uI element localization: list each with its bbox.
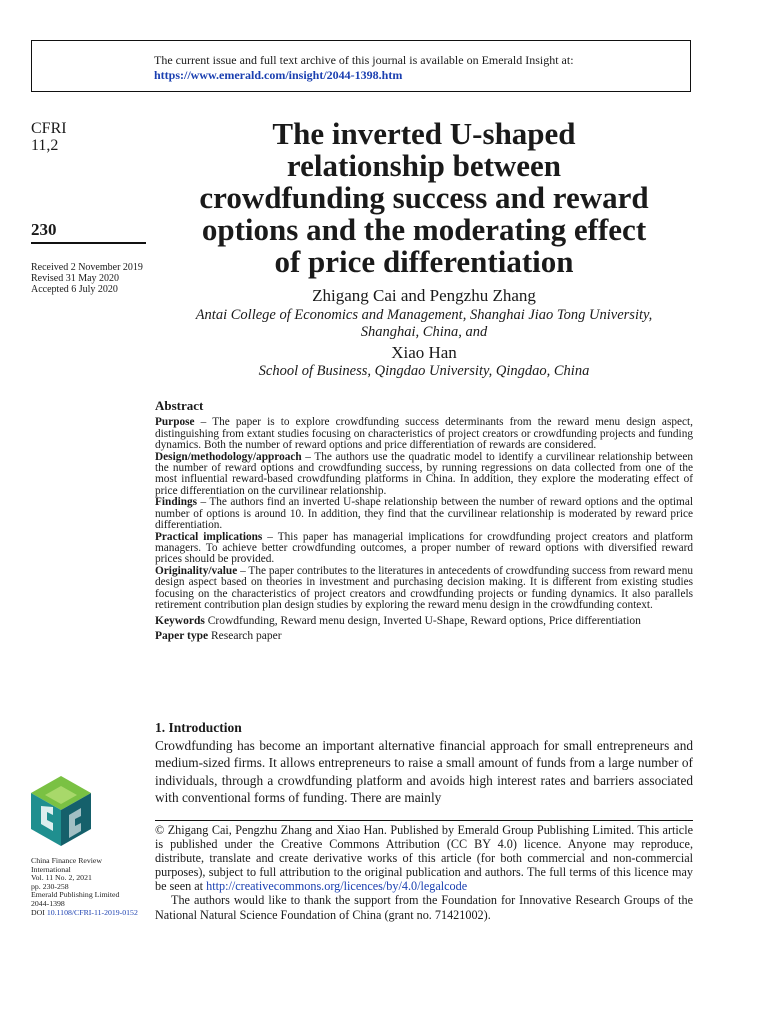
affiliation-secondary: School of Business, Qingdao University, Qingdao, China — [258, 363, 590, 379]
originality-text: – The paper contributes to the literatures in antecedents of crowdfunding success from reward menu design aspect based on theories in investment and purchasing decision making. It is different from existing studies focusing on the characteristics of project creators and crowdfunding projects or funding dynamics. It also parallels retirement contribution plan design studies by exploring the reward menu design in the crowdfunding context. — [155, 565, 693, 612]
sidebar-divider — [31, 242, 146, 244]
license-text: © Zhigang Cai, Pengzhu Zhang and Xiao Han. Published by Emerald Group Publishing Limited. This article is published under the Creative Commons Attribution (CC BY 4.0) licence. Anyone may reproduce, distribute, translate and create derivative works of this article (for both commercial and non-commercial purposes), subject to full attribution to the original publication and authors. The full terms of this licence may be seen at — [155, 823, 693, 894]
paper-type — [155, 629, 693, 644]
design-label: Design/methodology/approach — [155, 450, 302, 463]
findings-label: Findings — [155, 496, 198, 509]
paper-title — [155, 118, 693, 278]
journal-volume: 11,2 — [31, 137, 59, 154]
revised-date: Revised 31 May 2020 — [31, 273, 120, 284]
practical-label: Practical implications — [155, 530, 263, 543]
keywords-block — [155, 614, 693, 644]
title-line: The inverted U-shaped — [272, 116, 576, 151]
abstract-design — [155, 452, 693, 497]
abstract-originality — [155, 566, 693, 611]
abstract-heading: Abstract — [155, 398, 204, 413]
purpose-label: Purpose — [155, 416, 195, 429]
pub-issn: 2044-1398 — [31, 898, 65, 908]
findings-text: – The authors find an inverted U-shape relationship between the number of reward options and the optimal number of options is around 10. In addition, they find that the curvilinear relationship is moderated by reward price differentiation. — [155, 496, 693, 531]
notice-url-link[interactable]: https://www.emerald.com/insight/2044-1398.htm — [154, 68, 403, 82]
abstract-practical — [155, 532, 693, 566]
journal-name: CFRI — [31, 120, 67, 137]
sidebar — [31, 120, 146, 295]
keywords-text: Crowdfunding, Reward menu design, Inverted U-Shape, Reward options, Price differentiation — [204, 615, 641, 628]
introduction-section — [155, 720, 693, 807]
title-line: crowdfunding success and reward — [199, 180, 649, 215]
title-line: options and the moderating effect — [201, 212, 647, 247]
title-line: relationship between — [286, 148, 562, 183]
publication-info — [31, 857, 146, 917]
paper-type-label: Paper type — [155, 630, 209, 643]
keywords — [155, 614, 693, 629]
intro-body: Crowdfunding has become an important alternative financial approach for small entrepreneurs and medium-sized firms. It allows entrepreneurs to raise a small amount of funds from a large number of individuals, through a crowdfunding platform and avoids high interest rates and barriers associated with conventional forms of funding. There are mainly — [155, 738, 693, 806]
abstract-section — [155, 400, 693, 644]
purpose-text: – The paper is to explore crowdfunding success determinants from the reward menu design aspect, distinguishing from extant studies focusing on characteristics of project creators or crowdfunding projects and funding dynamics. Both the number of reward options and price differentiation of rewards are considered. — [155, 416, 693, 451]
notice-text: The current issue and full text archive of this journal is available on Emerald Insight at: — [154, 53, 574, 67]
pub-journal-cont: International — [31, 864, 71, 874]
pub-volume: Vol. 11 No. 2, 2021 — [31, 873, 92, 883]
journal-notice-box — [31, 40, 691, 92]
pub-pages: pp. 230-258 — [31, 881, 69, 891]
pub-journal: China Finance Review — [31, 856, 103, 865]
doi-label: DOI — [31, 907, 47, 917]
keywords-label: Keywords — [155, 615, 205, 628]
design-text: – The authors use the quadratic model to identify a curvilinear relationship between the number of reward options and crowdfunding success, by running regressions on data collected from one of the most influential reward-based crowdfunding platforms in China. In addition, they explore the moderating effect of price differentiation on the curvilinear relationship. — [155, 450, 693, 497]
pub-publisher: Emerald Publishing Limited — [31, 890, 120, 900]
authors-primary: Zhigang Cai and Pengzhu Zhang — [312, 286, 536, 305]
intro-heading: 1. Introduction — [155, 720, 242, 735]
authors-secondary: Xiao Han — [391, 343, 457, 362]
affiliation-line: Shanghai, China, and — [360, 324, 488, 340]
accepted-date: Accepted 6 July 2020 — [31, 284, 118, 295]
title-line: of price differentiation — [274, 244, 574, 279]
page-number: 230 — [31, 220, 57, 239]
license-note — [155, 823, 693, 893]
affiliation-primary — [155, 307, 693, 341]
acknowledgement: The authors would like to thank the support from the Foundation for Innovative Research Groups of the National Natural Science Foundation of China (grant no. 71421002). — [155, 893, 693, 922]
history-dates — [31, 262, 143, 295]
practical-text: – This paper has managerial implications for crowdfunding project creators and platform managers. To achieve better crowdfunding outcomes, a proper number of reward options with diversified reward prices should be provided. — [155, 530, 693, 566]
affiliation-line: Antai College of Economics and Management, Shanghai Jiao Tong University, — [195, 307, 653, 323]
emerald-logo-icon — [31, 776, 91, 846]
footnote-block — [155, 823, 693, 922]
abstract-purpose — [155, 417, 693, 451]
pub-doi — [31, 909, 146, 918]
received-date: Received 2 November 2019 — [31, 262, 143, 273]
doi-link[interactable]: 10.1108/CFRI-11-2019-0152 — [46, 907, 138, 917]
footnote-divider — [155, 820, 693, 821]
originality-label: Originality/value — [155, 565, 238, 578]
abstract-findings — [155, 497, 693, 531]
license-link[interactable]: http://creativecommons.org/licences/by/4.0/legalcode — [206, 879, 468, 894]
paper-type-text: Research paper — [208, 630, 282, 643]
journal-abbrev — [31, 120, 146, 154]
